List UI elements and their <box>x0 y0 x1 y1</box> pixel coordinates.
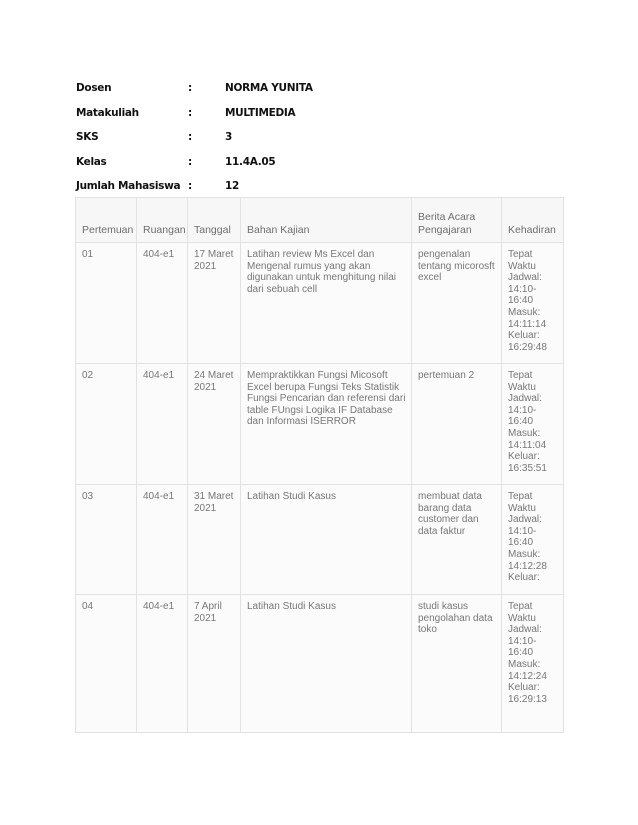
cell-tanggal: 7 April 2021 <box>188 595 241 733</box>
table-row <box>76 243 564 364</box>
cell-pertemuan: 02 <box>76 364 137 485</box>
kelas-value: 11.4A.05 <box>225 155 276 168</box>
info-row-sks <box>76 125 556 150</box>
jumlah-mahasiswa-separator: : <box>188 180 192 193</box>
info-row-jumlah-mahasiswa <box>76 174 556 199</box>
dosen-separator: : <box>188 82 192 95</box>
attendance-table <box>75 197 564 733</box>
cell-tanggal: 24 Maret 2021 <box>188 364 241 485</box>
cell-bahan-kajian: Latihan Studi Kasus <box>241 485 412 595</box>
table-header-row <box>76 198 564 243</box>
course-info <box>76 76 556 199</box>
cell-kehadiran: Tepat Waktu Jadwal: 14:10-16:40 Masuk: 14:11:04 Keluar: 16:35:51 <box>502 364 564 485</box>
cell-bahan-kajian: Mempraktikkan Fungsi Micosoft Excel berupa Fungsi Teks Statistik Fungsi Pencarian dan referensi dari table FUngsi Logika IF Database dan Informasi ISERROR <box>241 364 412 485</box>
cell-pertemuan: 01 <box>76 243 137 364</box>
cell-pertemuan: 03 <box>76 485 137 595</box>
header-tanggal: Tanggal <box>188 198 241 243</box>
header-ruangan: Ruangan <box>137 198 188 243</box>
kelas-label: Kelas <box>76 155 107 168</box>
header-berita-acara: Berita Acara Pengajaran <box>412 198 502 243</box>
kelas-separator: : <box>188 155 192 168</box>
matakuliah-label: Matakuliah <box>76 106 139 119</box>
cell-ruangan: 404-e1 <box>137 243 188 364</box>
table-row <box>76 485 564 595</box>
cell-berita-acara: pertemuan 2 <box>412 364 502 485</box>
sks-label: SKS <box>76 131 99 144</box>
info-row-matakuliah <box>76 101 556 126</box>
table-row <box>76 364 564 485</box>
matakuliah-value: MULTIMEDIA <box>225 106 296 119</box>
cell-tanggal: 17 Maret 2021 <box>188 243 241 364</box>
header-pertemuan: Pertemuan <box>76 198 137 243</box>
cell-kehadiran: Tepat Waktu Jadwal: 14:10-16:40 Masuk: 14:11:14 Keluar: 16:29:48 <box>502 243 564 364</box>
cell-ruangan: 404-e1 <box>137 485 188 595</box>
header-bahan-kajian: Bahan Kajian <box>241 198 412 243</box>
cell-berita-acara: studi kasus pengolahan data toko <box>412 595 502 733</box>
table-row <box>76 595 564 733</box>
cell-kehadiran: Tepat Waktu Jadwal: 14:10-16:40 Masuk: 14:12:28 Keluar: <box>502 485 564 595</box>
cell-bahan-kajian: Latihan review Ms Excel dan Mengenal rumus yang akan digunakan untuk menghitung nilai dari sebuah cell <box>241 243 412 364</box>
cell-berita-acara: pengenalan tentang micorosft excel <box>412 243 502 364</box>
matakuliah-separator: : <box>188 106 192 119</box>
cell-pertemuan: 04 <box>76 595 137 733</box>
jumlah-mahasiswa-label: Jumlah Mahasiswa <box>76 180 181 193</box>
header-kehadiran: Kehadiran <box>502 198 564 243</box>
cell-ruangan: 404-e1 <box>137 364 188 485</box>
cell-tanggal: 31 Maret 2021 <box>188 485 241 595</box>
cell-bahan-kajian: Latihan Studi Kasus <box>241 595 412 733</box>
info-row-dosen <box>76 76 556 101</box>
jumlah-mahasiswa-value: 12 <box>225 180 240 193</box>
dosen-value: NORMA YUNITA <box>225 82 313 95</box>
dosen-label: Dosen <box>76 82 112 95</box>
cell-kehadiran: Tepat Waktu Jadwal: 14:10-16:40 Masuk: 14:12:24 Keluar: 16:29:13 <box>502 595 564 733</box>
sks-value: 3 <box>225 131 233 144</box>
cell-ruangan: 404-e1 <box>137 595 188 733</box>
cell-berita-acara: membuat data barang data customer dan data faktur <box>412 485 502 595</box>
sks-separator: : <box>188 131 192 144</box>
info-row-kelas <box>76 150 556 175</box>
